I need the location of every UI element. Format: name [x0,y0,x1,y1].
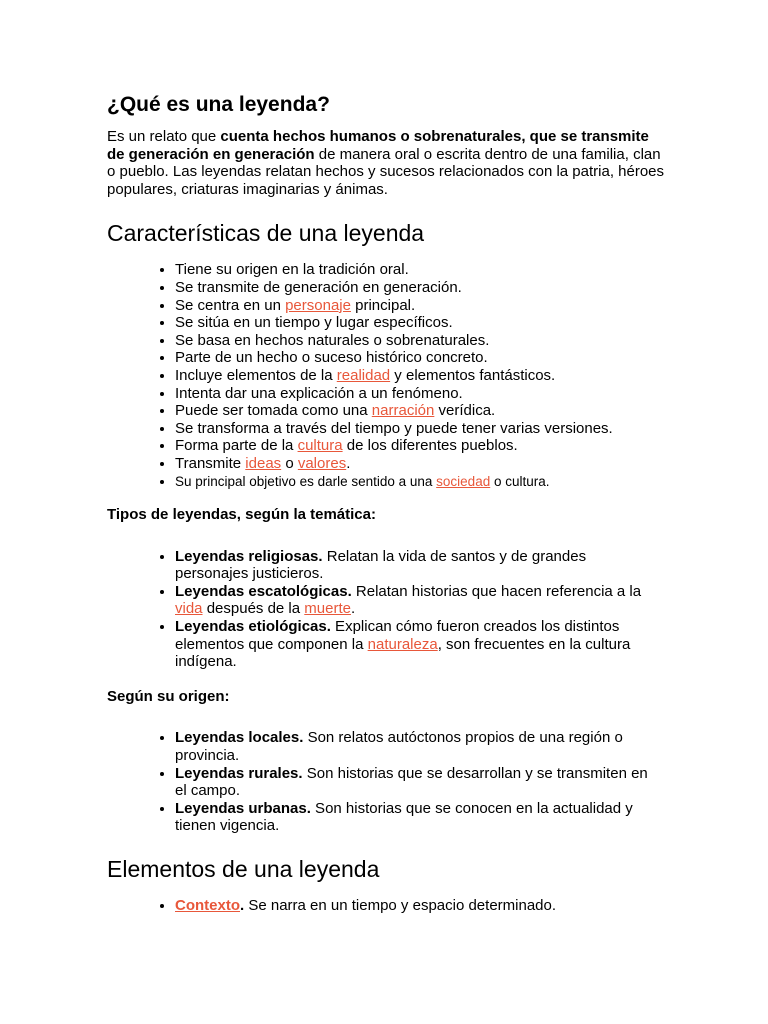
list-item-text: Relatan historias que hacen referencia a la [351,582,642,600]
list-item [175,583,655,618]
list-item-text: Tiene su origen en la tradición oral. [175,261,409,279]
list-item-text: Puede ser tomada como una [175,402,372,420]
list-item [175,314,667,332]
list-item-text: Explican cómo fueron creados los distintos elementos que componen la [175,618,620,653]
list-item-bold: Leyendas religiosas. [175,547,323,565]
list-item-bold: Leyendas escatológicas. [175,582,352,600]
link-narracion[interactable]: narración [371,402,435,420]
list-item [175,385,667,403]
link-personaje[interactable]: personaje [285,296,351,314]
list-item-text: de los diferentes pueblos. [342,437,518,455]
link-naturaleza[interactable]: naturaleza [367,635,438,653]
definition-text-cont: de manera oral o escrita dentro de una familia, clan o pueblo. Las leyendas relatan hechos y sucesos relacionados con la patria, héroes populares, criaturas imaginarias y ánimas. [107,145,665,198]
list-item-text: . [346,454,351,472]
link-contexto[interactable]: Contexto [175,897,240,914]
list-item-text: después de la [202,600,305,618]
list-item [175,618,655,671]
definition-bold-text: cuenta hechos humanos o sobrenaturales, que se transmite de generación en generación [107,128,649,163]
link-sociedad[interactable]: sociedad [436,473,491,489]
list-item-bold: Leyendas locales. [175,729,304,747]
link-vida[interactable]: vida [175,600,203,618]
list-item-text: Transmite [175,454,246,472]
list-item-text: Intenta dar una explicación a un fenómeno. [175,384,463,402]
subheading-segun-origen: Según su origen: [107,687,230,705]
link-ideas[interactable]: ideas [245,454,282,472]
link-cultura[interactable]: cultura [297,437,343,455]
list-item-text: Incluye elementos de la [175,366,337,384]
link-realidad[interactable]: realidad [336,366,391,384]
list-item [175,279,667,297]
heading-que-es-una-leyenda: ¿Qué es una leyenda? [107,93,330,116]
list-item-bold: Leyendas etiológicas. [175,618,331,636]
definition-paragraph [107,128,667,198]
list-item-text: Se narra en un tiempo y espacio determinado. [244,897,557,914]
heading-caracteristicas: Características de una leyenda [107,220,425,247]
list-item [175,420,667,438]
tipos-tematica-list [107,547,642,671]
list-item [175,765,655,800]
list-item-text: Se transmite de generación en generación. [175,278,462,296]
list-item-text: Su principal objetivo es darle sentido a una [175,473,437,489]
characteristics-list [107,261,667,490]
list-item [175,349,667,367]
heading-elementos: Elementos de una leyenda [107,856,380,882]
list-item-text: Se sitúa en un tiempo y lugar específicos. [175,314,453,332]
document-content [107,90,667,915]
list-item-text: , son frecuentes en la cultura indígena. [175,635,631,671]
elementos-list [107,897,667,915]
list-item-text: . [350,600,356,618]
list-item [175,297,667,315]
tipos-origen-list [107,729,667,835]
list-item-text: o [281,454,298,472]
link-muerte[interactable]: muerte [304,600,351,618]
list-item-text: Parte de un hecho o suceso histórico concreto. [175,349,488,367]
list-item-bold: . [240,897,245,914]
list-item-text: Relatan la vida de santos y de grandes personajes justicieros. [175,547,587,583]
list-item [175,402,667,420]
list-item-text: verídica. [434,402,496,420]
list-item-text: Se basa en hechos naturales o sobrenaturales. [175,331,490,349]
list-item-text: Son relatos autóctonos propios de una región o provincia. [175,729,623,765]
list-item-bold: Leyendas urbanas. [175,799,311,817]
list-item-text: o cultura. [490,473,550,489]
list-item [175,548,635,583]
list-item [175,897,667,915]
list-item [175,455,667,473]
list-item [175,261,667,279]
list-item-text: Forma parte de la [175,437,298,455]
list-item-text: Son historias que se conocen en la actualidad y tienen vigencia. [175,799,633,835]
definition-text: Es un relato que [107,128,221,145]
list-item [175,800,655,835]
list-item-text: Son historias que se desarrollan y se transmiten en el campo. [175,764,648,800]
list-item-text: Se transforma a través del tiempo y puede tener varias versiones. [175,419,613,437]
list-item-text: y elementos fantásticos. [390,366,556,384]
list-item [175,367,667,385]
list-item-bold: Leyendas rurales. [175,764,303,782]
list-item [175,332,667,350]
list-item [175,437,667,455]
link-valores[interactable]: valores [297,454,347,472]
list-item-text: principal. [350,296,416,314]
list-item [175,473,667,491]
list-item-text: Se centra en un [175,296,286,314]
list-item [175,729,655,764]
subheading-tipos-tematica: Tipos de leyendas, según la temática: [107,506,376,524]
